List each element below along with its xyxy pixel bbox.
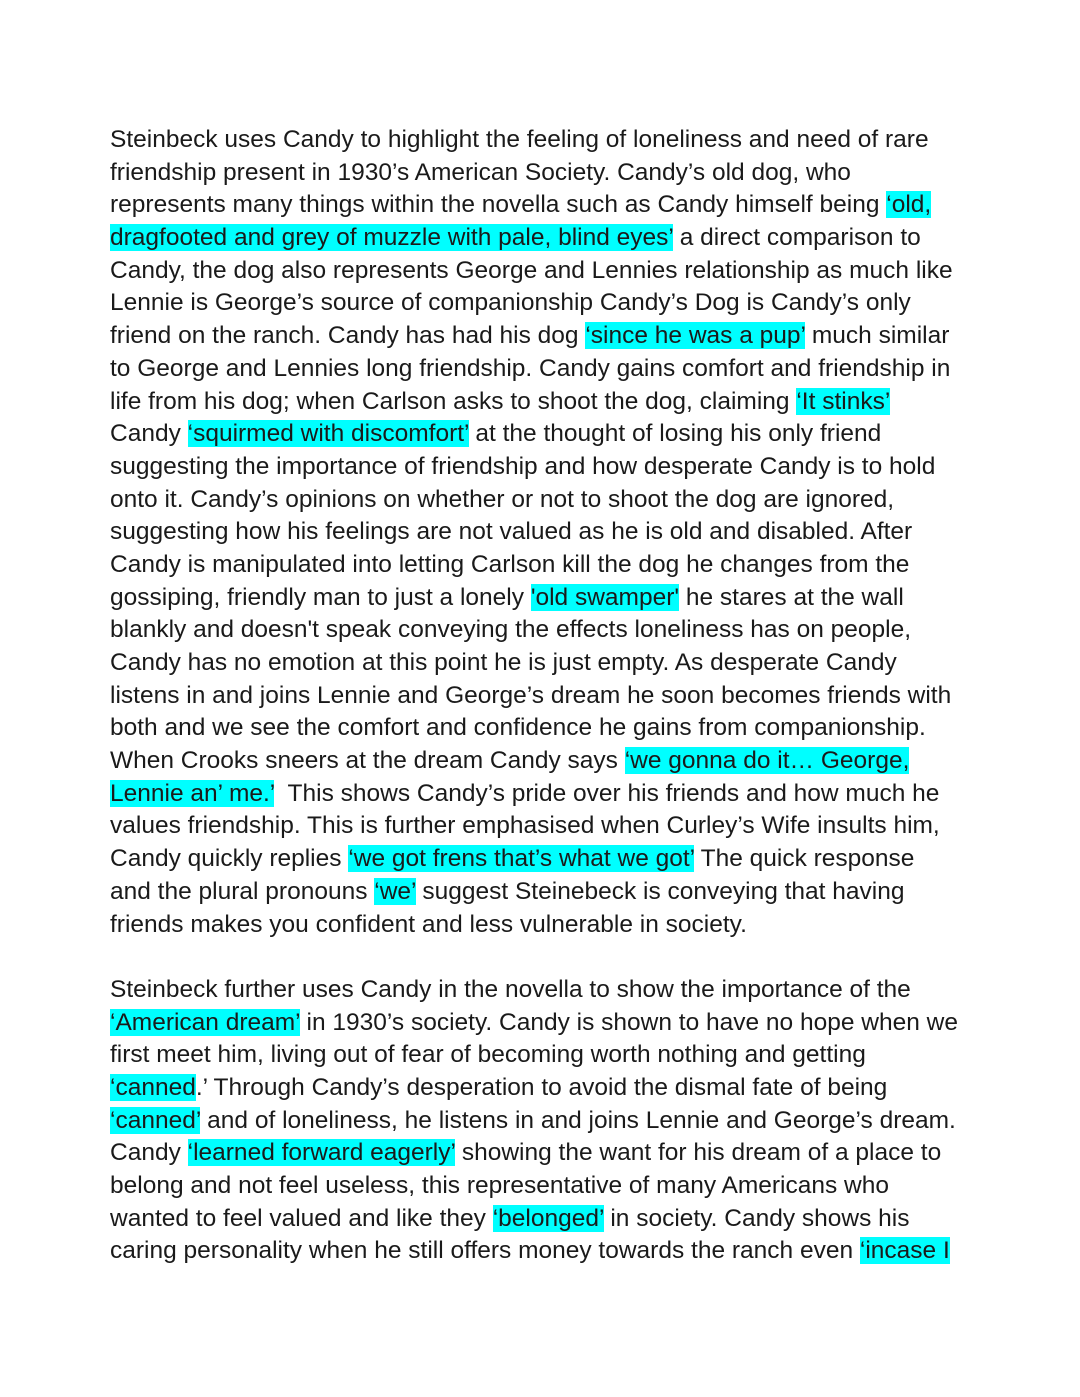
highlighted-quote: ‘old, <box>886 191 932 219</box>
text-segment: friendship present in 1930’s American Society. Candy’s old dog, who <box>110 158 851 186</box>
text-segment: friends makes you confident and less vulnerable in society. <box>110 910 747 938</box>
highlighted-quote: ‘canned <box>110 1073 196 1101</box>
highlighted-quote: ‘we got frens that’s what we got’ <box>348 845 695 873</box>
highlighted-quote: ‘squirmed with discomfort’ <box>187 420 469 448</box>
text-line <box>110 451 990 484</box>
text-line <box>110 810 990 843</box>
highlighted-quote: ‘canned’ <box>110 1106 201 1134</box>
highlighted-quote: ‘since he was a pup’ <box>585 322 806 350</box>
text-segment: Steinbeck further uses Candy in the novella to show the importance of the <box>110 975 911 1003</box>
text-line <box>110 484 990 517</box>
text-segment: Candy is manipulated into letting Carlson kill the dog he changes from the <box>110 550 910 578</box>
text-line <box>110 909 990 942</box>
highlighted-quote: ‘learned forward eagerly’ <box>187 1139 456 1167</box>
text-segment: showing the want for his dream of a place to <box>455 1139 942 1167</box>
text-segment: gossiping, friendly man to just a lonely <box>110 583 531 611</box>
paragraph-gap <box>110 941 990 974</box>
text-segment: values friendship. This is further emphasised when Curley’s Wife insults him, <box>110 812 940 840</box>
text-segment: at the thought of losing his only friend <box>468 420 882 448</box>
text-line <box>110 1105 990 1138</box>
highlighted-quote: ‘we gonna do it… George, <box>624 747 910 775</box>
text-line <box>110 647 990 680</box>
text-segment: .’ Through Candy’s desperation to avoid the dismal fate of being <box>195 1073 888 1101</box>
text-segment: caring personality when he still offers money towards the ranch even <box>110 1237 860 1265</box>
text-line <box>110 222 990 255</box>
text-line <box>110 124 990 157</box>
text-line <box>110 353 990 386</box>
text-segment: wanted to feel valued and like they <box>110 1204 493 1232</box>
highlighted-quote: ‘American dream’ <box>110 1008 300 1036</box>
text-line <box>110 1203 990 1236</box>
text-line <box>110 157 990 190</box>
text-line <box>110 1007 990 1040</box>
highlighted-quote: dragfooted and grey of muzzle with pale, blind eyes’ <box>110 224 673 252</box>
text-segment: blankly and doesn't speak conveying the effects loneliness has on people, <box>110 616 912 644</box>
text-line <box>110 287 990 320</box>
text-line <box>110 843 990 876</box>
text-segment: in 1930’s society. Candy is shown to have no hope when we <box>299 1008 959 1036</box>
text-line <box>110 712 990 745</box>
text-segment: suggest Steinebeck is conveying that having <box>415 877 905 905</box>
text-segment: listens in and joins Lennie and George’s dream he soon becomes friends with <box>110 681 952 709</box>
text-segment: Candy <box>110 420 188 448</box>
text-segment: first meet him, living out of fear of becoming worth nothing and getting <box>110 1041 866 1069</box>
text-segment: This shows Candy’s pride over his friends and how much he <box>274 779 940 807</box>
text-segment: in society. Candy shows his <box>603 1204 910 1232</box>
text-segment: suggesting how his feelings are not valued as he is old and disabled. After <box>110 518 913 546</box>
text-line <box>110 778 990 811</box>
text-segment: both and we see the comfort and confidence he gains from companionship. <box>110 714 926 742</box>
highlighted-quote: ‘belonged’ <box>492 1204 604 1232</box>
text-line <box>110 516 990 549</box>
text-segment: belong and not feel useless, this representative of many Americans who <box>110 1172 889 1199</box>
text-segment: onto it. Candy’s opinions on whether or not to shoot the dog are ignored, <box>110 485 895 513</box>
paragraph <box>110 124 990 941</box>
text-line <box>110 386 990 419</box>
highlighted-quote: ‘It stinks’ <box>796 387 891 415</box>
text-line <box>110 1170 990 1203</box>
text-segment: When Crooks sneers at the dream Candy says <box>110 747 625 775</box>
paragraph <box>110 974 990 1268</box>
text-segment: The quick response <box>694 845 915 873</box>
text-segment: Candy has no emotion at this point he is just empty. As desperate Candy <box>110 649 897 676</box>
text-line <box>110 1039 990 1072</box>
text-segment: friend on the ranch. Candy has had his dog <box>110 322 586 350</box>
text-segment: suggesting the importance of friendship and how desperate Candy is to hold <box>110 452 936 480</box>
highlighted-quote: ‘we’ <box>374 877 416 905</box>
text-line <box>110 418 990 451</box>
text-segment: to George and Lennies long friendship. Candy gains comfort and friendship in <box>110 354 951 382</box>
highlighted-quote: ‘incase I <box>859 1237 950 1265</box>
text-line <box>110 320 990 353</box>
text-segment: a direct comparison to <box>672 224 921 252</box>
text-line <box>110 582 990 615</box>
highlighted-quote: 'old swamper' <box>530 583 680 611</box>
text-segment: Steinbeck uses Candy to highlight the feeling of loneliness and need of rare <box>110 126 929 153</box>
text-line <box>110 745 990 778</box>
document-page <box>110 124 990 1268</box>
text-segment: Lennie is George’s source of companionship Candy’s Dog is Candy’s only <box>110 289 911 317</box>
highlighted-quote: Lennie an’ me.’ <box>110 779 275 807</box>
text-segment: and the plural pronouns <box>110 877 375 905</box>
text-line <box>110 680 990 713</box>
text-line <box>110 549 990 582</box>
text-line <box>110 614 990 647</box>
text-segment: Candy <box>110 1139 188 1167</box>
text-segment: life from his dog; when Carlson asks to shoot the dog, claiming <box>110 387 797 415</box>
text-segment: Candy, the dog also represents George and Lennies relationship as much like <box>110 256 953 284</box>
text-line <box>110 255 990 288</box>
text-segment: Candy quickly replies <box>110 845 349 873</box>
text-segment: represents many things within the novella such as Candy himself being <box>110 191 887 219</box>
text-line <box>110 189 990 222</box>
text-line <box>110 876 990 909</box>
text-line <box>110 1072 990 1105</box>
text-segment: much similar <box>805 322 950 350</box>
text-line <box>110 1137 990 1170</box>
text-line <box>110 974 990 1007</box>
text-segment: and of loneliness, he listens in and joins Lennie and George’s dream. <box>200 1106 956 1134</box>
text-line <box>110 1235 990 1268</box>
text-segment: he stares at the wall <box>679 583 904 611</box>
